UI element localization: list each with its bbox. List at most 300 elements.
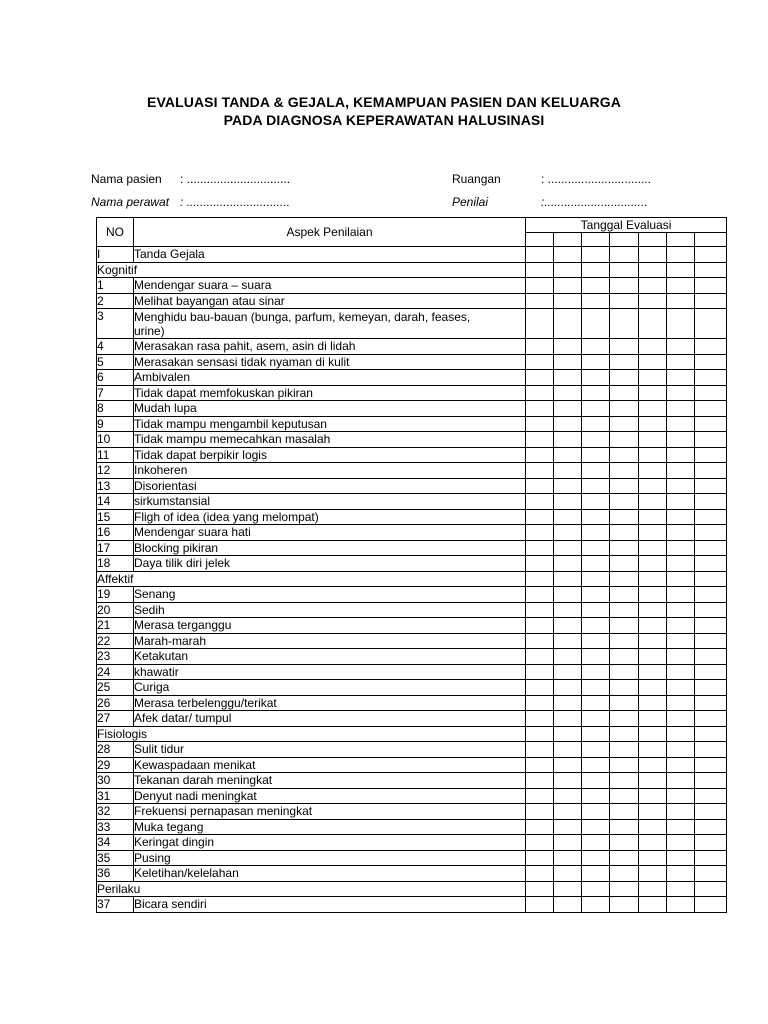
evaluation-cell[interactable] xyxy=(526,850,554,866)
evaluation-cell[interactable] xyxy=(554,664,582,680)
evaluation-cell[interactable] xyxy=(582,804,610,820)
evaluation-cell[interactable] xyxy=(667,804,695,820)
evaluation-cell[interactable] xyxy=(526,711,554,727)
evaluation-cell[interactable] xyxy=(582,401,610,417)
evaluation-cell[interactable] xyxy=(554,726,582,742)
evaluation-cell[interactable] xyxy=(526,293,554,309)
evaluation-cell[interactable] xyxy=(526,556,554,572)
evaluation-cell[interactable] xyxy=(639,633,667,649)
evaluation-cell[interactable] xyxy=(554,478,582,494)
evaluation-cell[interactable] xyxy=(639,788,667,804)
evaluation-cell[interactable] xyxy=(610,556,639,572)
evaluation-cell[interactable] xyxy=(582,757,610,773)
evaluation-cell[interactable] xyxy=(610,447,639,463)
evaluation-cell[interactable] xyxy=(695,401,727,417)
evaluation-cell[interactable] xyxy=(639,278,667,294)
evaluation-cell[interactable] xyxy=(526,804,554,820)
evaluation-cell[interactable] xyxy=(639,726,667,742)
evaluation-cell[interactable] xyxy=(667,742,695,758)
evaluation-cell[interactable] xyxy=(667,463,695,479)
evaluation-cell[interactable] xyxy=(582,370,610,386)
evaluation-cell[interactable] xyxy=(639,602,667,618)
evaluation-cell[interactable] xyxy=(582,447,610,463)
evaluation-cell[interactable] xyxy=(582,850,610,866)
evaluation-cell[interactable] xyxy=(610,432,639,448)
evaluation-cell[interactable] xyxy=(695,354,727,370)
evaluation-cell[interactable] xyxy=(667,309,695,339)
evaluation-cell[interactable] xyxy=(526,819,554,835)
evaluation-cell[interactable] xyxy=(695,649,727,665)
evaluation-cell[interactable] xyxy=(610,757,639,773)
evaluation-cell[interactable] xyxy=(554,416,582,432)
evaluation-cell[interactable] xyxy=(639,587,667,603)
evaluation-cell[interactable] xyxy=(695,819,727,835)
evaluation-cell[interactable] xyxy=(526,866,554,882)
evaluation-cell[interactable] xyxy=(554,432,582,448)
evaluation-cell[interactable] xyxy=(610,309,639,339)
evaluation-cell[interactable] xyxy=(554,680,582,696)
evaluation-cell[interactable] xyxy=(554,618,582,634)
evaluation-cell[interactable] xyxy=(695,278,727,294)
evaluation-cell[interactable] xyxy=(667,835,695,851)
evaluation-cell[interactable] xyxy=(526,540,554,556)
evaluation-cell[interactable] xyxy=(582,664,610,680)
evaluation-cell[interactable] xyxy=(582,509,610,525)
evaluation-cell[interactable] xyxy=(582,385,610,401)
evaluation-cell[interactable] xyxy=(639,866,667,882)
evaluation-cell[interactable] xyxy=(639,447,667,463)
evaluation-cell[interactable] xyxy=(610,463,639,479)
evaluation-cell[interactable] xyxy=(610,385,639,401)
evaluation-cell[interactable] xyxy=(526,618,554,634)
evaluation-cell[interactable] xyxy=(554,247,582,263)
evaluation-cell[interactable] xyxy=(639,525,667,541)
evaluation-cell[interactable] xyxy=(610,649,639,665)
evaluation-cell[interactable] xyxy=(582,649,610,665)
evaluation-cell[interactable] xyxy=(582,525,610,541)
evaluation-cell[interactable] xyxy=(639,711,667,727)
evaluation-cell[interactable] xyxy=(695,385,727,401)
evaluation-cell[interactable] xyxy=(639,401,667,417)
evaluation-cell[interactable] xyxy=(639,339,667,355)
evaluation-cell[interactable] xyxy=(610,897,639,913)
evaluation-cell[interactable] xyxy=(639,742,667,758)
evaluation-cell[interactable] xyxy=(695,309,727,339)
evaluation-cell[interactable] xyxy=(639,370,667,386)
evaluation-cell[interactable] xyxy=(526,370,554,386)
evaluation-cell[interactable] xyxy=(582,571,610,587)
evaluation-cell[interactable] xyxy=(582,354,610,370)
evaluation-cell[interactable] xyxy=(554,881,582,897)
evaluation-cell[interactable] xyxy=(695,881,727,897)
evaluation-cell[interactable] xyxy=(667,649,695,665)
evaluation-cell[interactable] xyxy=(582,773,610,789)
evaluation-cell[interactable] xyxy=(667,711,695,727)
evaluation-cell[interactable] xyxy=(554,602,582,618)
evaluation-cell[interactable] xyxy=(610,540,639,556)
evaluation-cell[interactable] xyxy=(554,804,582,820)
evaluation-cell[interactable] xyxy=(667,416,695,432)
evaluation-cell[interactable] xyxy=(639,385,667,401)
evaluation-cell[interactable] xyxy=(639,247,667,263)
evaluation-cell[interactable] xyxy=(554,370,582,386)
evaluation-cell[interactable] xyxy=(582,432,610,448)
evaluation-cell[interactable] xyxy=(610,571,639,587)
evaluation-cell[interactable] xyxy=(554,649,582,665)
evaluation-cell[interactable] xyxy=(554,835,582,851)
evaluation-cell[interactable] xyxy=(667,540,695,556)
evaluation-cell[interactable] xyxy=(582,897,610,913)
evaluation-cell[interactable] xyxy=(695,757,727,773)
evaluation-cell[interactable] xyxy=(526,478,554,494)
evaluation-cell[interactable] xyxy=(695,602,727,618)
evaluation-cell[interactable] xyxy=(695,711,727,727)
evaluation-cell[interactable] xyxy=(667,525,695,541)
evaluation-cell[interactable] xyxy=(610,664,639,680)
evaluation-cell[interactable] xyxy=(667,370,695,386)
evaluation-cell[interactable] xyxy=(554,711,582,727)
evaluation-cell[interactable] xyxy=(554,309,582,339)
evaluation-cell[interactable] xyxy=(667,509,695,525)
evaluation-cell[interactable] xyxy=(667,556,695,572)
evaluation-cell[interactable] xyxy=(695,525,727,541)
evaluation-cell[interactable] xyxy=(526,897,554,913)
evaluation-cell[interactable] xyxy=(695,293,727,309)
evaluation-cell[interactable] xyxy=(667,478,695,494)
evaluation-cell[interactable] xyxy=(667,897,695,913)
evaluation-cell[interactable] xyxy=(667,866,695,882)
evaluation-cell[interactable] xyxy=(582,835,610,851)
evaluation-cell[interactable] xyxy=(610,695,639,711)
evaluation-cell[interactable] xyxy=(695,726,727,742)
evaluation-cell[interactable] xyxy=(667,571,695,587)
evaluation-cell[interactable] xyxy=(526,695,554,711)
evaluation-cell[interactable] xyxy=(526,509,554,525)
evaluation-cell[interactable] xyxy=(526,525,554,541)
evaluation-cell[interactable] xyxy=(695,680,727,696)
evaluation-cell[interactable] xyxy=(695,416,727,432)
evaluation-cell[interactable] xyxy=(695,540,727,556)
evaluation-cell[interactable] xyxy=(554,525,582,541)
evaluation-cell[interactable] xyxy=(610,354,639,370)
evaluation-cell[interactable] xyxy=(695,850,727,866)
evaluation-cell[interactable] xyxy=(610,339,639,355)
evaluation-cell[interactable] xyxy=(667,278,695,294)
evaluation-cell[interactable] xyxy=(526,247,554,263)
evaluation-cell[interactable] xyxy=(695,664,727,680)
evaluation-cell[interactable] xyxy=(582,494,610,510)
evaluation-cell[interactable] xyxy=(582,478,610,494)
evaluation-cell[interactable] xyxy=(526,835,554,851)
assessor-field[interactable]: :............................... xyxy=(541,195,648,209)
evaluation-cell[interactable] xyxy=(695,247,727,263)
evaluation-cell[interactable] xyxy=(582,881,610,897)
evaluation-cell[interactable] xyxy=(610,742,639,758)
evaluation-cell[interactable] xyxy=(695,262,727,278)
evaluation-cell[interactable] xyxy=(554,788,582,804)
evaluation-cell[interactable] xyxy=(554,385,582,401)
evaluation-cell[interactable] xyxy=(582,339,610,355)
date-column-header[interactable] xyxy=(526,233,554,247)
evaluation-cell[interactable] xyxy=(554,866,582,882)
evaluation-cell[interactable] xyxy=(610,804,639,820)
evaluation-cell[interactable] xyxy=(526,680,554,696)
evaluation-cell[interactable] xyxy=(526,788,554,804)
evaluation-cell[interactable] xyxy=(554,401,582,417)
evaluation-cell[interactable] xyxy=(667,664,695,680)
evaluation-cell[interactable] xyxy=(639,897,667,913)
evaluation-cell[interactable] xyxy=(610,478,639,494)
evaluation-cell[interactable] xyxy=(582,309,610,339)
evaluation-cell[interactable] xyxy=(639,571,667,587)
evaluation-cell[interactable] xyxy=(639,804,667,820)
evaluation-cell[interactable] xyxy=(554,587,582,603)
evaluation-cell[interactable] xyxy=(639,773,667,789)
evaluation-cell[interactable] xyxy=(582,742,610,758)
evaluation-cell[interactable] xyxy=(695,478,727,494)
evaluation-cell[interactable] xyxy=(526,416,554,432)
evaluation-cell[interactable] xyxy=(610,401,639,417)
evaluation-cell[interactable] xyxy=(610,866,639,882)
evaluation-cell[interactable] xyxy=(554,540,582,556)
evaluation-cell[interactable] xyxy=(610,726,639,742)
evaluation-cell[interactable] xyxy=(610,525,639,541)
evaluation-cell[interactable] xyxy=(639,494,667,510)
evaluation-cell[interactable] xyxy=(639,463,667,479)
evaluation-cell[interactable] xyxy=(554,633,582,649)
date-column-header[interactable] xyxy=(667,233,695,247)
evaluation-cell[interactable] xyxy=(695,866,727,882)
evaluation-cell[interactable] xyxy=(526,432,554,448)
evaluation-cell[interactable] xyxy=(639,293,667,309)
evaluation-cell[interactable] xyxy=(582,540,610,556)
evaluation-cell[interactable] xyxy=(554,262,582,278)
evaluation-cell[interactable] xyxy=(639,664,667,680)
evaluation-cell[interactable] xyxy=(554,571,582,587)
evaluation-cell[interactable] xyxy=(639,649,667,665)
date-column-header[interactable] xyxy=(554,233,582,247)
evaluation-cell[interactable] xyxy=(667,680,695,696)
evaluation-cell[interactable] xyxy=(610,788,639,804)
evaluation-cell[interactable] xyxy=(610,293,639,309)
evaluation-cell[interactable] xyxy=(667,757,695,773)
evaluation-cell[interactable] xyxy=(695,432,727,448)
evaluation-cell[interactable] xyxy=(526,649,554,665)
evaluation-cell[interactable] xyxy=(639,757,667,773)
evaluation-cell[interactable] xyxy=(639,432,667,448)
evaluation-cell[interactable] xyxy=(639,881,667,897)
evaluation-cell[interactable] xyxy=(526,587,554,603)
evaluation-cell[interactable] xyxy=(526,339,554,355)
evaluation-cell[interactable] xyxy=(695,339,727,355)
evaluation-cell[interactable] xyxy=(695,695,727,711)
evaluation-cell[interactable] xyxy=(526,571,554,587)
evaluation-cell[interactable] xyxy=(526,354,554,370)
evaluation-cell[interactable] xyxy=(582,278,610,294)
evaluation-cell[interactable] xyxy=(695,835,727,851)
evaluation-cell[interactable] xyxy=(554,773,582,789)
evaluation-cell[interactable] xyxy=(526,602,554,618)
evaluation-cell[interactable] xyxy=(610,773,639,789)
patient-name-field[interactable]: : ............................... xyxy=(180,172,291,186)
date-column-header[interactable] xyxy=(639,233,667,247)
evaluation-cell[interactable] xyxy=(582,726,610,742)
date-column-header[interactable] xyxy=(695,233,727,247)
evaluation-cell[interactable] xyxy=(526,773,554,789)
evaluation-cell[interactable] xyxy=(610,370,639,386)
evaluation-cell[interactable] xyxy=(582,416,610,432)
evaluation-cell[interactable] xyxy=(639,309,667,339)
evaluation-cell[interactable] xyxy=(667,401,695,417)
evaluation-cell[interactable] xyxy=(695,494,727,510)
evaluation-cell[interactable] xyxy=(695,556,727,572)
evaluation-cell[interactable] xyxy=(554,463,582,479)
evaluation-cell[interactable] xyxy=(667,262,695,278)
evaluation-cell[interactable] xyxy=(667,618,695,634)
date-column-header[interactable] xyxy=(610,233,639,247)
evaluation-cell[interactable] xyxy=(639,618,667,634)
evaluation-cell[interactable] xyxy=(639,835,667,851)
evaluation-cell[interactable] xyxy=(554,695,582,711)
evaluation-cell[interactable] xyxy=(554,494,582,510)
evaluation-cell[interactable] xyxy=(667,633,695,649)
evaluation-cell[interactable] xyxy=(526,726,554,742)
evaluation-cell[interactable] xyxy=(582,788,610,804)
room-field[interactable]: : ............................... xyxy=(541,172,652,186)
evaluation-cell[interactable] xyxy=(610,262,639,278)
evaluation-cell[interactable] xyxy=(554,278,582,294)
evaluation-cell[interactable] xyxy=(582,711,610,727)
evaluation-cell[interactable] xyxy=(582,680,610,696)
evaluation-cell[interactable] xyxy=(695,587,727,603)
evaluation-cell[interactable] xyxy=(695,370,727,386)
evaluation-cell[interactable] xyxy=(610,835,639,851)
evaluation-cell[interactable] xyxy=(582,633,610,649)
evaluation-cell[interactable] xyxy=(695,897,727,913)
evaluation-cell[interactable] xyxy=(554,509,582,525)
evaluation-cell[interactable] xyxy=(695,633,727,649)
evaluation-cell[interactable] xyxy=(526,385,554,401)
evaluation-cell[interactable] xyxy=(610,881,639,897)
evaluation-cell[interactable] xyxy=(667,494,695,510)
evaluation-cell[interactable] xyxy=(526,633,554,649)
evaluation-cell[interactable] xyxy=(554,447,582,463)
evaluation-cell[interactable] xyxy=(695,509,727,525)
evaluation-cell[interactable] xyxy=(526,262,554,278)
evaluation-cell[interactable] xyxy=(554,757,582,773)
evaluation-cell[interactable] xyxy=(582,587,610,603)
evaluation-cell[interactable] xyxy=(695,773,727,789)
evaluation-cell[interactable] xyxy=(610,247,639,263)
evaluation-cell[interactable] xyxy=(667,354,695,370)
evaluation-cell[interactable] xyxy=(695,571,727,587)
evaluation-cell[interactable] xyxy=(526,463,554,479)
evaluation-cell[interactable] xyxy=(582,695,610,711)
evaluation-cell[interactable] xyxy=(639,540,667,556)
evaluation-cell[interactable] xyxy=(526,742,554,758)
evaluation-cell[interactable] xyxy=(554,819,582,835)
evaluation-cell[interactable] xyxy=(582,618,610,634)
evaluation-cell[interactable] xyxy=(639,556,667,572)
evaluation-cell[interactable] xyxy=(639,680,667,696)
evaluation-cell[interactable] xyxy=(639,354,667,370)
evaluation-cell[interactable] xyxy=(667,850,695,866)
evaluation-cell[interactable] xyxy=(667,447,695,463)
evaluation-cell[interactable] xyxy=(610,680,639,696)
evaluation-cell[interactable] xyxy=(667,587,695,603)
evaluation-cell[interactable] xyxy=(695,804,727,820)
evaluation-cell[interactable] xyxy=(695,618,727,634)
evaluation-cell[interactable] xyxy=(639,262,667,278)
evaluation-cell[interactable] xyxy=(610,633,639,649)
evaluation-cell[interactable] xyxy=(582,819,610,835)
evaluation-cell[interactable] xyxy=(554,850,582,866)
evaluation-cell[interactable] xyxy=(610,602,639,618)
evaluation-cell[interactable] xyxy=(582,262,610,278)
evaluation-cell[interactable] xyxy=(610,711,639,727)
evaluation-cell[interactable] xyxy=(554,339,582,355)
evaluation-cell[interactable] xyxy=(554,742,582,758)
evaluation-cell[interactable] xyxy=(667,819,695,835)
evaluation-cell[interactable] xyxy=(667,293,695,309)
evaluation-cell[interactable] xyxy=(667,432,695,448)
evaluation-cell[interactable] xyxy=(639,416,667,432)
evaluation-cell[interactable] xyxy=(667,247,695,263)
evaluation-cell[interactable] xyxy=(554,897,582,913)
evaluation-cell[interactable] xyxy=(667,385,695,401)
evaluation-cell[interactable] xyxy=(639,509,667,525)
date-column-header[interactable] xyxy=(582,233,610,247)
evaluation-cell[interactable] xyxy=(610,850,639,866)
evaluation-cell[interactable] xyxy=(639,695,667,711)
evaluation-cell[interactable] xyxy=(554,293,582,309)
evaluation-cell[interactable] xyxy=(610,819,639,835)
evaluation-cell[interactable] xyxy=(554,354,582,370)
evaluation-cell[interactable] xyxy=(667,726,695,742)
evaluation-cell[interactable] xyxy=(667,602,695,618)
evaluation-cell[interactable] xyxy=(582,247,610,263)
evaluation-cell[interactable] xyxy=(582,463,610,479)
evaluation-cell[interactable] xyxy=(582,602,610,618)
evaluation-cell[interactable] xyxy=(554,556,582,572)
evaluation-cell[interactable] xyxy=(610,278,639,294)
evaluation-cell[interactable] xyxy=(610,494,639,510)
evaluation-cell[interactable] xyxy=(695,463,727,479)
evaluation-cell[interactable] xyxy=(526,881,554,897)
evaluation-cell[interactable] xyxy=(526,494,554,510)
evaluation-cell[interactable] xyxy=(526,447,554,463)
evaluation-cell[interactable] xyxy=(582,866,610,882)
evaluation-cell[interactable] xyxy=(667,695,695,711)
evaluation-cell[interactable] xyxy=(610,587,639,603)
evaluation-cell[interactable] xyxy=(667,881,695,897)
evaluation-cell[interactable] xyxy=(526,664,554,680)
evaluation-cell[interactable] xyxy=(695,447,727,463)
evaluation-cell[interactable] xyxy=(526,309,554,339)
evaluation-cell[interactable] xyxy=(695,788,727,804)
evaluation-cell[interactable] xyxy=(667,339,695,355)
nurse-name-field[interactable]: : ............................... xyxy=(180,195,291,209)
evaluation-cell[interactable] xyxy=(526,278,554,294)
evaluation-cell[interactable] xyxy=(667,773,695,789)
evaluation-cell[interactable] xyxy=(610,618,639,634)
evaluation-cell[interactable] xyxy=(639,478,667,494)
evaluation-cell[interactable] xyxy=(526,757,554,773)
evaluation-cell[interactable] xyxy=(667,788,695,804)
evaluation-cell[interactable] xyxy=(526,401,554,417)
evaluation-cell[interactable] xyxy=(695,742,727,758)
evaluation-cell[interactable] xyxy=(610,416,639,432)
